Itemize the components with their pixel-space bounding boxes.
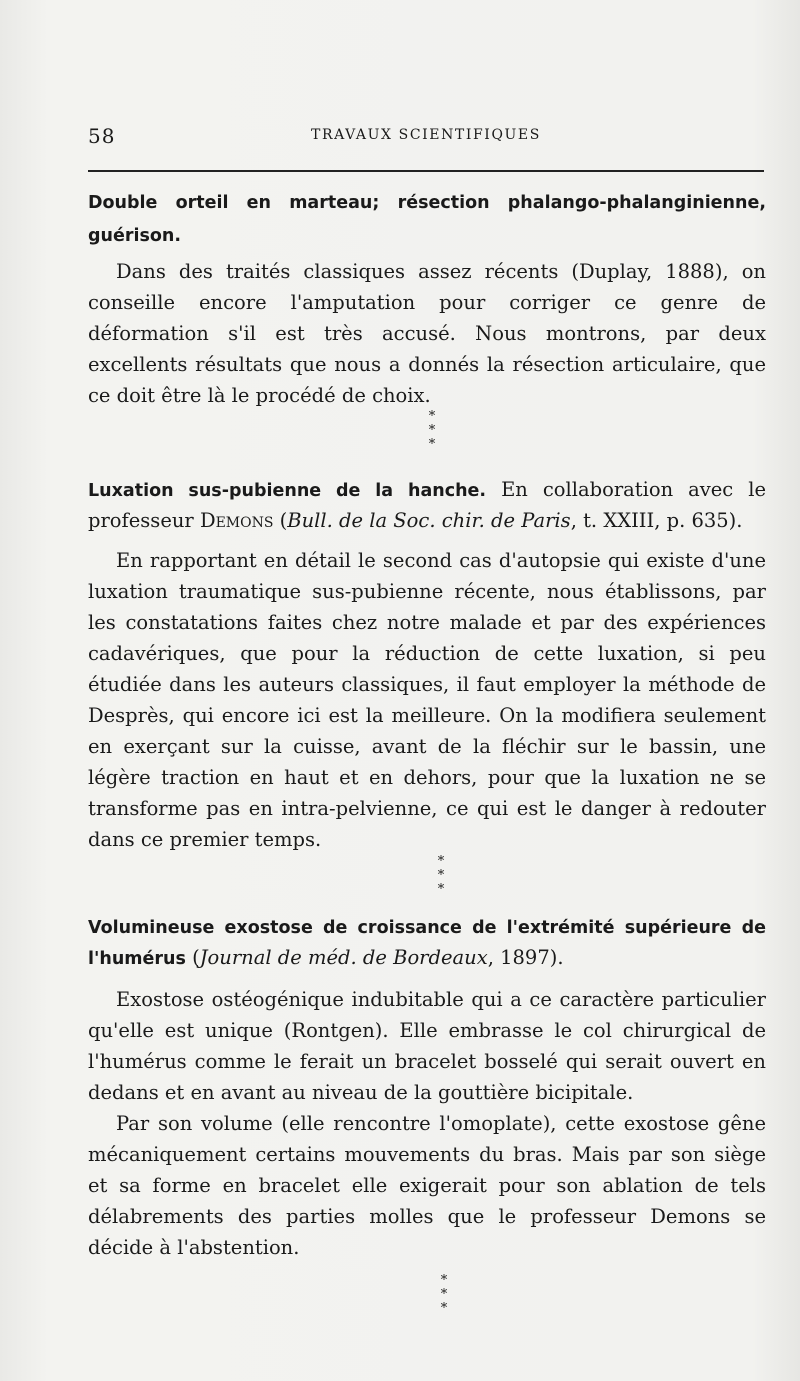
section-3-paragraph-1: Exostose ostéogénique indubitable qui a ce caractère particulier qu'elle est unique (Rontgen). Elle embrasse le col chirurgical de l'humérus comme le ferait un bracelet bosselé qui serait ouvert en dedans et en avant au niveau de la gouttière bicipitale. bbox=[88, 988, 766, 1104]
section-1-paragraph-1: Dans des traités classiques assez récents (Duplay, 1888), on conseille encore l'amputation pour corriger ce genre de déformation s'il est très accusé. Nous montrons, par deux excellents résultats que nous a donnés la résection articulaire, que ce doit être là le procédé de choix. bbox=[88, 260, 766, 407]
section-2-title: Luxation sus-pubienne de la hanche. bbox=[88, 481, 487, 501]
page-number: 58 bbox=[88, 124, 116, 148]
asterism-2: * * * bbox=[437, 854, 463, 897]
section-2-paragraph-1: En rapportant en détail le second cas d'autopsie qui existe d'une luxation traumatique sus-pubienne récente, nous établissons, par les constatations faites chez notre malade et par des expériences cadavériques, que pour la réduction de cette luxation, si peu étudiée dans les auteurs classiques, il faut employer la méthode de Desprès, qui encore ici est la meilleure. On la modifiera seulement en exerçant sur la cuisse, avant de la fléchir sur le bassin, une légère traction en haut et en dehors, pour que la luxation ne se transforme pas en intra-pelvienne, ce qui est le danger à redouter dans ce premier temps. bbox=[88, 549, 766, 851]
section-2-intro: En collaboration avec le professeur bbox=[88, 478, 766, 532]
section-2-author: Demons bbox=[199, 509, 274, 532]
page-header bbox=[88, 124, 764, 152]
running-title: TRAVAUX SCIENTIFIQUES bbox=[311, 127, 541, 143]
asterism-3: * * * bbox=[440, 1273, 466, 1316]
asterism-1: * * * bbox=[428, 409, 454, 452]
section-2-journal: Bull. de la Soc. chir. de Paris bbox=[287, 509, 571, 532]
section-3-title: Volumineuse exostose de croissance de l'extrémité supérieure de l'humérus bbox=[88, 918, 766, 969]
section-3-heading: Volumineuse exostose de croissance de l'extrémité supérieure de l'humérus (Journal de méd. de Bordeaux, 1897). bbox=[88, 918, 766, 969]
section-3-paragraph-2: Par son volume (elle rencontre l'omoplate), cette exostose gêne mécaniquement certains mouvements du bras. Mais par son siège et sa forme en bracelet elle exigerait pour son ablation de tels délabrements des parties molles que le professeur Demons se décide à l'abstention. bbox=[88, 1112, 766, 1259]
section-2-heading: Luxation sus-pubienne de la hanche. En collaboration avec le professeur Demons (Bull. de la Soc. chir. de Paris, t. XXIII, p. 635). bbox=[88, 478, 766, 532]
header-rule bbox=[88, 170, 764, 172]
section-3-journal: Journal de méd. de Bordeaux bbox=[199, 946, 488, 969]
section-1-title-block bbox=[88, 186, 766, 252]
section-1-title: Double orteil en marteau; résection phalango-phalanginienne, guérison. bbox=[88, 193, 766, 246]
